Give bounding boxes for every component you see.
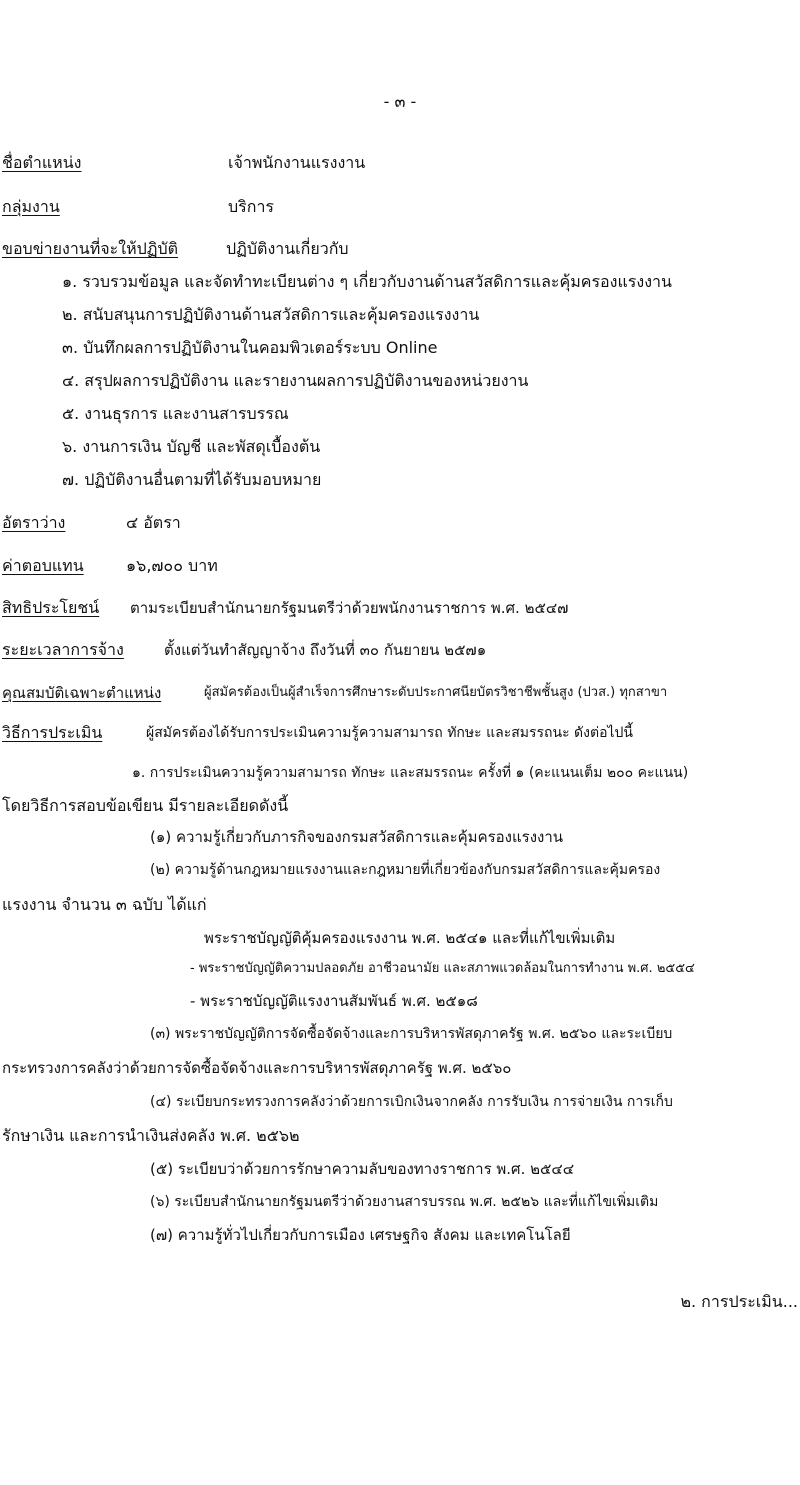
qualification-value: ผู้สมัครต้องเป็นผู้สำเร็จการศึกษาระดับประกาศนียบัตรวิชาชีพชั้นสูง (ปวส.) ทุกสาขา — [204, 685, 668, 700]
assessment-topic: (๖) ระเบียบสำนักนายกรัฐมนตรีว่าด้วยงานสารบรรณ พ.ศ. ๒๕๒๖ และที่แก้ไขเพิ่มเติม — [150, 1194, 659, 1210]
assessment-stage1-method: โดยวิธีการสอบข้อเขียน มีรายละเอียดดังนี้ — [2, 796, 289, 815]
page-number: - ๓ - — [383, 92, 417, 111]
duty-item: ๑. รวบรวมข้อมูล และจัดทำทะเบียนต่าง ๆ เกี่ยวกับงานด้านสวัสดิการและคุ้มครองแรงงาน — [62, 272, 672, 291]
assessment-topic-cont: รักษาเงิน และการนำเงินส่งคลัง พ.ศ. ๒๕๖๒ — [2, 1126, 300, 1145]
law-item: - พระราชบัญญัติแรงงานสัมพันธ์ พ.ศ. ๒๕๑๘ — [190, 992, 478, 1010]
vacancies-label: อัตราว่าง — [2, 513, 66, 532]
continuation-marker: ๒. การประเมิน... — [680, 1292, 798, 1311]
assessment-topic: (๔) ระเบียบกระทรวงการคลังว่าด้วยการเบิกเงินจากคลัง การรับเงิน การจ่ายเงิน การเก็บ — [150, 1094, 673, 1110]
benefits-label: สิทธิประโยชน์ — [2, 598, 100, 617]
qualification-label: คุณสมบัติเฉพาะตำแหน่ง — [2, 684, 162, 702]
group-value: บริการ — [228, 197, 275, 216]
group-label: กลุ่มงาน — [2, 197, 60, 216]
position-label: ชื่อตำแหน่ง — [2, 153, 82, 172]
assessment-topic-cont: แรงงาน จำนวน ๓ ฉบับ ได้แก่ — [2, 895, 207, 914]
assessment-topic: (๕) ระเบียบว่าด้วยการรักษาความลับของทางราชการ พ.ศ. ๒๕๔๔ — [150, 1160, 575, 1178]
assessment-topic-cont: กระทรวงการคลังว่าด้วยการจัดซื้อจัดจ้างและการบริหารพัสดุภาครัฐ พ.ศ. ๒๕๖๐ — [2, 1059, 512, 1077]
assessment-topic: (๒) ความรู้ด้านกฎหมายแรงงานและกฎหมายที่เกี่ยวข้องกับกรมสวัสดิการและคุ้มครอง — [150, 862, 661, 878]
duty-item: ๔. สรุปผลการปฏิบัติงาน และรายงานผลการปฏิบัติงานของหน่วยงาน — [62, 371, 529, 390]
assessment-topic: (๑) ความรู้เกี่ยวกับภารกิจของกรมสวัสดิการและคุ้มครองแรงงาน — [150, 828, 564, 846]
assessment-topic: (๗) ความรู้ทั่วไปเกี่ยวกับการเมือง เศรษฐกิจ สังคม และเทคโนโลยี — [150, 1226, 571, 1244]
assessment-label: วิธีการประเมิน — [2, 723, 103, 742]
position-value: เจ้าพนักงานแรงงาน — [228, 153, 366, 172]
assessment-topic: (๓) พระราชบัญญัติการจัดซื้อจัดจ้างและการบริหารพัสดุภาครัฐ พ.ศ. ๒๕๖๐ และระเบียบ — [150, 1026, 673, 1042]
duty-item: ๗. ปฏิบัติงานอื่นตามที่ได้รับมอบหมาย — [62, 470, 322, 489]
duty-item: ๖. งานการเงิน บัญชี และพัสดุเบื้องต้น — [62, 437, 321, 456]
duties-intro: ปฏิบัติงานเกี่ยวกับ — [226, 239, 349, 258]
employment-period-value: ตั้งแต่วันทำสัญญาจ้าง ถึงวันที่ ๓๐ กันยายน ๒๕๗๑ — [164, 641, 487, 659]
law-item: - พระราชบัญญัติความปลอดภัย อาชีวอนามัย และสภาพแวดล้อมในการทำงาน พ.ศ. ๒๕๕๔ — [190, 961, 695, 976]
duty-item: ๒. สนับสนุนการปฏิบัติงานด้านสวัสดิการและคุ้มครองแรงงาน — [62, 305, 480, 324]
law-item: พระราชบัญญัติคุ้มครองแรงงาน พ.ศ. ๒๕๔๑ และที่แก้ไขเพิ่มเติม — [204, 929, 616, 947]
employment-period-label: ระยะเวลาการจ้าง — [2, 640, 124, 659]
salary-label: ค่าตอบแทน — [2, 556, 84, 575]
benefits-value: ตามระเบียบสำนักนายกรัฐมนตรีว่าด้วยพนักงานราชการ พ.ศ. ๒๕๔๗ — [130, 599, 569, 617]
duty-item: ๓. บันทึกผลการปฏิบัติงานในคอมพิวเตอร์ระบบ Online — [62, 338, 438, 357]
assessment-intro: ผู้สมัครต้องได้รับการประเมินความรู้ความสามารถ ทักษะ และสมรรถนะ ดังต่อไปนี้ — [146, 725, 633, 741]
vacancies-value: ๔ อัตรา — [126, 513, 181, 532]
assessment-stage1-title: ๑. การประเมินความรู้ความสามารถ ทักษะ และสมรรถนะ ครั้งที่ ๑ (คะแนนเต็ม ๒๐๐ คะแนน) — [132, 765, 689, 781]
duty-item: ๕. งานธุรการ และงานสารบรรณ — [62, 404, 289, 423]
duties-label: ขอบข่ายงานที่จะให้ปฏิบัติ — [2, 239, 179, 258]
salary-value: ๑๖,๗๐๐ บาท — [126, 556, 218, 575]
